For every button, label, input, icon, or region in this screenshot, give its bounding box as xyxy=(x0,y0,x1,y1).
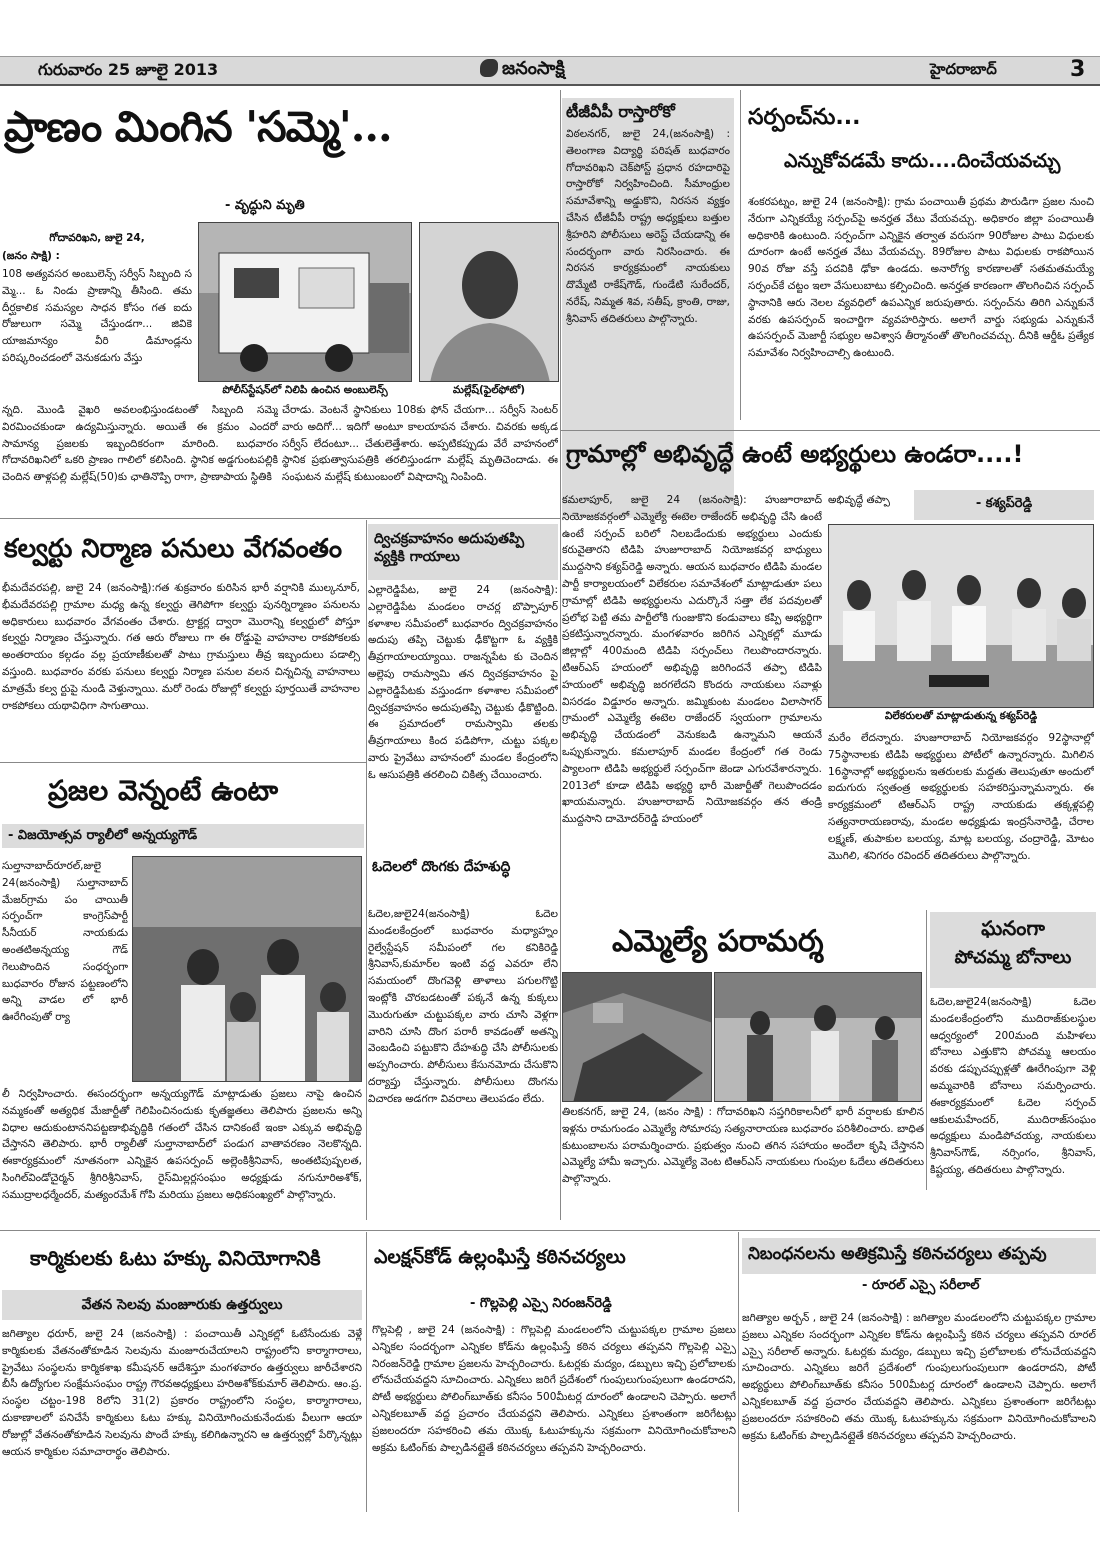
brand-name: జనంసాక్షి xyxy=(502,58,565,79)
section-rule xyxy=(0,762,366,763)
tgvp-headline: టీజీవీపీ రాస్తారోకో xyxy=(566,102,675,121)
brand-logo-icon xyxy=(480,59,498,77)
thief-body: ఓదెల,జులై24(జనంసాక్షి) ఓదెల మండలకేంద్రంలో బుధవారం మధ్యాహ్నం రైల్వేస్టేషన్ సమీపంలో గల కనికిరెడ్డి శ్రీనివాస్,కుమార్‌ల ఇంటి వద్ద ఎవరూ లేని సమయంలో దొంగవెళ్లి తాళాలు పగులగొట్టి ఇంట్లోకి చొరబడటంతో పక్కనే ఉన్న కుక్కలు మొరుగుతూ చుట్టుపక్కల వారు చూసి వెళ్లగా వారిని చూసి దొంగ పరారీ కావడంతో అతన్ని వెంబడించి పట్టుకొని దేహశుద్ధి చేసి పోలీసులకు అప్పగించారు. పోలీసులు కేసునమోదు చేసుకొని దర్యాప్తు చేస్తున్నారు. పోలీసులు దొంగను విచారణ అడగగా వివరాలు తెలుపడం లేదు. xyxy=(368,908,558,1105)
workers-headline-2: వేతన సెలవు మంజూరుకు ఉత్తర్వులు xyxy=(2,1290,362,1320)
lead-body-bottom-right: చేరాడు. వెంటనే స్థానికులు 108కు ఫోన్ చేయగా... సర్వీస్ సెంటర్ వారు అదిగో... ఇదిగో అంటూ కాలయాపన చేశారు. చివరకు అక్కడ సర్వీస్ లేదంటూ... చేతులెత్తేశారు. అప్పటికప్పుడు వేరే వాహనంలో స్థానిక ప్రభుత్వాసుపత్రికి తరలిస్తుండగా మల్లేష్ మృతిచెందాడు. ఈ సంఘటన మల్లేష్ కుటుంబంలో విషాదాన్ని నింపింది. xyxy=(282,404,558,484)
rural-si-body: జగిత్యాల అర్బన్ , జులై 24 (జనంసాక్షి) : జగిత్యాల మండలంలోని చుట్టుపక్కల గ్రామాల ప్రజలు ఎన్నికల సందర్భంగా ఎన్నికల కోడ్‌ను ఉల్లంఘిస్తే కఠిన చర్యలు తప్పవని రూరల్ ఎస్సై సరీలాల్ అన్నారు. ఓటర్లకు మద్యం, డబ్బులు ఇచ్చి ప్రలోబాలకు లోనుచేయవద్దని సూచించారు. ఎన్నికలు జరిగే ప్రదేశంలో గుంపులుగుంపులుగా ఉండరాదని, పోటీ అభ్యర్థులు పోలింగ్‌బూత్‌కు కనీసం 500మీటర్ల దూరంలో ఉండాలని చెప్పారు. అలాగే ఎన్నికలబూత్ వద్ద ప్రచారం చేయవద్దని తెలిపారు. ఎన్నికలు ప్రశాంతంగా జరిగేటట్లు ప్రజలందరూ సహకరించి తమ యొక్క ఓటుహక్కును సక్రమంగా వినియోగించుకోవాలని అక్రమ ఓటింగ్‌కు పాల్పడినట్లైతే కఠినచర్యలు తప్పవని హెచ్చరించారు. xyxy=(742,1312,1096,1442)
tgvp-body: విఠలనగర్, జులై 24,(జనంసాక్షి) : తెలంగాణ విద్యార్థి పరిషత్ బుధవారం గోదావరిఖని చెక్‌పోస్ట్ ప్రధాన రహదారిపై రాస్తారోకో నిర్వహించింది. సీమాంధ్రుల సమావేశాన్ని అడ్డుకొని, నిరసన వ్యక్తం చేసిన టీజీవీపీ రాష్ట్ర అధ్యక్షులు బత్తుల శ్రీహరిని పోలీసులు అరెస్ట్ చేయడాన్ని ఈ సందర్భంగా వారు నిరసించారు. ఈ నిరసన కార్యక్రమంలో నాయకులు దొమ్మేటి రాకేష్‌గౌడ్, గుండేటి సురేందర్, నరేష్, నిమ్మత శివ, సతీష్, క్రాంతి, రాజు, శ్రీనివాస్ తదితరులు పాల్గొన్నారు. xyxy=(566,128,730,325)
workers-body: జగిత్యాల ధరూర్, జులై 24 (జనంసాక్షి) : పంచాయితీ ఎన్నికల్లో ఓటేసేందుకు వెళ్లే కార్మికులకు వేతనంతోకూడిన సెలవును మంజూరుచేయాలని రాష్ట్రంలోని కార్మాగారాలు, ప్రైవేటు సంస్థలను కార్మికశాఖ కమీషనర్ ఆదేశిస్తూ మంగళవారం ఉత్తర్వులు జారీచేశారని బీసీ ఉద్యోగుల సంక్షేమసంఘం రాష్ట్ర గౌరవఅధ్యక్షులు హరిఅశోక్‌కుమార్ తెలిపారు. ఆం.ప్ర. సంస్థల చట్టం-198 8లోని 31(2) ప్రకారం రాష్ట్రంలోని సంస్థల, కార్మాగారాలు, దుకాణాలలో పనిచేసే కార్మికులు ఓటు హక్కు వినియోగించుకునేందుకు వీలుగా ఆయా రోజుల్లో వేతనంతోకూడిన సెలవును పొందే హక్కు కలిగిఉన్నారని ఆ ఉత్తర్వుల్లో పేర్కొన్నట్లు ఆయన కార్మికుల సమాచారార్థం తెలిపారు. xyxy=(2,1328,362,1458)
culvert-headline: కల్వర్టు నిర్మాణ పనులు వేగవంతం xyxy=(4,534,343,564)
villages-body-right: మరేం లేదన్నారు. హుజూరాబాద్ నియోజకవర్గం 92స్థానాల్లో 75స్థానాలకు టిడిపి అభ్యర్థులు పోటీలో ఉన్నారన్నారు. మిగిలిన 16స్థానాల్లో అభ్యర్థులను ఇతరులకు మద్దతు తెలుపుతూ అందులో ఐదుగురు స్వతంత్ర అభ్యర్థులకు సహకరిస్తున్నామన్నారు. ఈ కార్యక్రమంలో టిఆర్‌ఎస్ రాష్ట్ర నాయకుడు తక్కళ్లపల్లి సత్యనారాయణరావు, మండల అధ్యక్షుడు ఇంద్రసేనారెడ్డి, చేరాల లక్ష్మణ్, తుపాకుల బలయ్య, మాట్ల బలయ్య, చంద్రారెడ్డి, మోటం మొగిలి, శనిగరం రవిందర్ తదితరులు పాల్గొన్నారు. xyxy=(828,732,1094,862)
column-rule xyxy=(366,520,367,1220)
newspaper-brand xyxy=(480,58,565,83)
mla-body: తిలకనగర్, జులై 24, (జనం సాక్షి) : గోదావరిఖని సప్తగిరికాలనీలో భారీ వర్షాలకు కూలిన ఇళ్లను రామగుండం ఎమ్మెల్యే సోమారపు సత్యనారాయణ బుధవారం పరిశీలించారు. బాధిత కుటుంబాలను పరామర్శించారు. ప్రభుత్వం నుంచి తగిన సహాయం అందేలా కృషి చేస్తానని ఎమ్మెల్యే హామీ ఇచ్చారు. ఎమ్మెల్యే వెంట టిఆర్‌ఎస్ నాయకులు గుంపుల ఓదేలు తదితరులు పాల్గొన్నారు. xyxy=(562,1106,924,1186)
election-code-headline: ఎలక్షన్‌కోడ్ ఉల్లంఘిస్తే కఠినచర్యలు xyxy=(374,1246,626,1268)
column-rule xyxy=(560,90,561,1220)
column-rule xyxy=(738,1232,739,1512)
accident-body: ఎల్లారెడ్డిపేట, జులై 24 (జనంసాక్షి): ఎల్లారెడ్డిపేట మండలం రాచర్ల బొప్పాపూర్ కళాశాల సమీపంలో బుధవారం ద్విచక్రవాహనం అదుపు తప్పి చెట్టుకు ఢీకొట్టగా ఓ వ్యక్తికి తీవ్రగాయాలయ్యాయి. రాజన్నపేట కు చెందిన అల్లెపు రామస్వామి తన ద్విచక్రవాహనం పై ఎల్లారెడ్డిపేటకు వస్తుండగా కళాశాల సమీపంలో ద్విచక్రవాహనం అదుపుతప్పి చెట్టుకు ఢీకొట్టింది. ఈ ప్రమాదంలో రామస్వామి తలకు తీవ్రగాయాలు కింద పడిపోగా, చుట్టు పక్కల వారు ప్రైవేటు వాహనంలో మండల కేంద్రంలోని ఓ ఆసుపత్రికి తరలించి చికిత్స చేయించారు. xyxy=(368,584,558,781)
villages-byline: - కశ్యప్‌రెడ్డి xyxy=(914,490,1094,520)
page-number: 3 xyxy=(1070,57,1086,82)
issue-date: గురువారం 25 జూలై 2013 xyxy=(38,60,219,79)
lead-body-left: 108 అత్యవసర అంబులెన్స్ సర్వీస్ సిబ్బంది స మ్మె... ఓ నిండు ప్రాణాన్ని తీసింది. తమ దీర్ఘకాలిక సమస్యల సాధన కోసం గత ఐదు రోజులుగా సమ్మె చేస్తుండగా... జివికె యాజమాన్యం వీరి డిమాండ్లను పరిష్కరించడంలో వెనుకడుగు వేస్తు xyxy=(2,268,192,364)
mallesh-photo-caption: మల్లేష్(ఫైల్‌ఫోటో) xyxy=(452,384,526,396)
bonalu-headline-1: ఘనంగా xyxy=(981,916,1045,940)
villages-body-top-right: అభివృద్ధే తప్పా xyxy=(828,494,890,506)
sarpanch-headline-2: ఎన్నుకోవడమే కాదు....దించేయవచ్చు xyxy=(784,150,1061,172)
collapsed-house-photo xyxy=(562,972,712,1102)
section-rule xyxy=(560,430,1100,431)
ambulance-photo xyxy=(198,222,412,382)
election-code-byline: - గొల్లపెల్లి ఎస్సై నిరంజన్‌రెడ్డి xyxy=(470,1296,612,1311)
sarpanch-headline-1: సర్పంచ్‌ను... xyxy=(748,105,861,130)
mallesh-portrait-graphic xyxy=(420,223,559,382)
lead-body-bottom-left: న్నది. మొండి వైఖరి అవలంభిస్తుండటంతో సిబ్బంది సమ్మె విరమించకుండా ఉద్యమిస్తున్నారు. అయితే ఈ క్రమం ఎందరో సామాన్య ప్రజలకు ఇబ్బందికరంగా మారింది. బుధవారం గోదావరిఖనిలో ఒకరి ప్రాణం గాలిలో కలిసింది. స్థానిక అడ్డగుంటపల్లికి చెందిన తాళ్లపల్లి మల్లేష్(50)కు ఛాతినొప్పి రాగా, ప్రాణాపాయ స్థితికి xyxy=(2,404,278,484)
accident-headline: ద్విచక్రవాహనం అదుపుతప్పి వ్యక్తికి గాయాలు xyxy=(374,531,525,566)
bonalu-headline-box xyxy=(930,912,1096,988)
vijayotsava-body-top: సుల్తానాబాద్‌రూరల్,జులై 24(జనంసాక్షి) సుల్తానాబాద్ మేజర్‌గ్రామ పం చాయితీ సర్పంచ్‌గా కాంగ్రెస్‌పార్టీ సీనీయర్ నాయకుడు అంతటిఅన్నయ్య గౌడ్ గెలుపొందిన సంధర్భంగా బుధవారం రోజున పట్టణంలోని అన్ని వాడల లో భారీ ఊరేగింపుతో ర్యా xyxy=(2,860,128,1024)
vijayotsava-byline: - విజయోత్సవ ర్యాలీలో అన్నయ్యగౌడ్ xyxy=(2,824,364,848)
lead-byline: - వృద్ధుని మృతి xyxy=(225,198,305,213)
section-rule xyxy=(0,1230,1100,1231)
mallesh-portrait-photo xyxy=(419,222,559,382)
culvert-body: భీమదేవరపల్లి, జులై 24 (జనంసాక్షి):గత శుక్రవారం కురిసిన భారీ వర్షానికి ముల్కనూర్, భీమదేవరపల్లి గ్రామాల మధ్య ఉన్న కల్వర్టు తెగిపోగా కల్వర్టు పునర్నిర్మాణం పనులను అధికారులు బుధవారం వేగవంతం చేశారు. ట్రాక్టర్ల ద్వారా మొరాన్ని కల్వర్టులో పోస్తూ కల్వర్టు నిర్మాణం చేస్తున్నారు. గత ఆరు రోజులు గా ఈ రోడ్డుపై వాహనాల రాకపోకలకు అంతరాయం కల్గడం వల్ల ప్రయాణీకులతో పాటు గ్రామస్తులు తీవ్ర ఇబ్బందులు పడాల్సి వస్తుంది. బుధవారం వరకు పనులు కల్వర్టు నిర్మాణ పనుల వలన చిన్నచిన్న వాహనాలు మాత్రమే కల్వ ర్టుపై నుండి వెళ్తున్నాయి. మరో రెండు రోజుల్లో కల్వర్టు పూర్తయితే వాహనాల రాకపోకలు యథావిధిగా సాగుతాయి. xyxy=(2,582,360,712)
villages-headline: గ్రామాల్లో అభివృద్ధే ఉంటే అభ్యర్థులు ఉండరా....! xyxy=(566,440,1024,468)
column-rule xyxy=(926,910,927,1190)
rally-photo xyxy=(132,856,362,1082)
lead-dateline-2: (జనం సాక్షి) : xyxy=(2,250,60,262)
rural-si-byline: - రూరల్ ఎస్సై సరీలాల్ xyxy=(862,1278,980,1293)
vijayotsava-headline: ప్రజల వెన్నంటే ఉంటా xyxy=(48,774,279,807)
mla-visit-photo xyxy=(714,972,922,1102)
kashyap-press-graphic xyxy=(829,525,1094,708)
column-rule xyxy=(740,90,741,420)
bonalu-headline-2: పోచమ్మ బోనాలు xyxy=(954,947,1072,968)
accident-headline-box xyxy=(368,524,558,580)
collapsed-house-graphic xyxy=(563,973,712,1102)
section-rule xyxy=(0,518,560,519)
bonalu-body: ఓదెల,జులై24(జనంసాక్షి) ఓదెల మండలకేంద్రంలోని ముదిరాజ్‌కులస్థుల ఆధ్వర్యంలో 200మంది మహిళలు బోనాలు ఎత్తుకొని పోచమ్మ ఆలయం వరకు డప్పుచప్పుళ్లతో ఊరేగింపుగా వెళ్లి అమ్మవారికి బోనాలు సమర్పించారు. ఈకార్యక్రమంలో ఓదెల సర్పంచ్ ఆకులమహేందర్, ముదిరాజ్‌సంఘం అధ్యక్షులు మండిపోచయ్య, నాయకులు శ్రీనివాస్‌గౌడ్, నర్సింగం, శ్రీనివాస్, కిష్టయ్య, తదితరులు పాల్గొన్నారు. xyxy=(930,996,1096,1176)
kashyap-photo-caption: విలేకరులతో మాట్లాడుతున్న కశ్యప్‌రెడ్డి xyxy=(884,710,1038,722)
vijayotsava-body-bottom: లీ నిర్వహించారు. ఈసందర్భంగా అన్నయ్యగౌడ్ మాట్లాడుతు ప్రజలు నాపై ఉంచిన నమ్మకంతో అత్యధిక మేజార్టీతో గెలిపించినందుకు కృతజ్ఞతలు తెలిపారు ప్రజలను అన్ని విధాల ఆదుకుంటాననిపట్టణాభివృద్ధికి గతంలో చేసిన దానికంటే ఇంకా ఎక్కువ అభివృద్ధి చేస్తానని తెలిపారు. భారీ ర్యాలీతో సుల్తానాబాద్‌లో పండుగ వాతావరణం నెలకొన్నది. ఈకార్యక్రమంలో నూతనంగా ఎన్నికైన ఉపసర్పంచ్ అల్లెంకిశ్రీనివాస్, అంతటిపుష్పలత, సింగిల్‌విండోచైర్మన్ శ్రీగిరిశ్రీనివాస్, రైస్‌మిల్లర్లసంఘం అధ్యక్షుడు నగునూరిఅశోక్, సముద్రాలధర్మేందర్, మత్యంరమేశ్ గోపి మరియు ప్రజలు అధికసంఖ్యలో పాల్గొన్నారు. xyxy=(2,1088,362,1201)
mla-visit-graphic xyxy=(715,973,922,1102)
villages-body-left: కమలాపూర్, జులై 24 (జనంసాక్షి): హుజూరాబాద్ నియోజకవర్గంలో ఎమ్మెల్యే ఈటెల రాజేందర్ అభివృద్ధి చేసి ఉంటే ఉంటే సర్పంచ్ బరిలో నిలబడేందుకు అభ్యర్థులు ఎందుకు కరువైతారని టిడిపి హుజూరాబాద్ నియోజకవర్గ బాధ్యులు ముద్దసాని కశ్యప్‌రెడ్డి అన్నారు. ఆయన బుధవారం టిడిపి మండల పార్టీ కార్యాలయంలో విలేకరుల సమావేశంలో మాట్లాడుతూ పలు గ్రామాల్లో టిడిపి అభ్యర్థులను ఎదుర్కొనే సత్తా లేక పదవులతో ప్రలోభ పెట్టి తమ పార్టీలోకి గుంజుకొని కండువాలు కప్పి అభ్యర్థిగా ప్రకటిస్తున్నారన్నారు. మంగళవారం జరిగిన ఎన్నికల్లో మూడు జిల్లాల్లో 400మంది టిడిపి సర్పంచ్‌లు గెలుపొందారన్నారు. టిఆర్‌ఎస్ హయంలో అభివృద్ధి జరిగిందనే తప్పా టిడిపి హయంలో అభివృద్ధి జరగలేదని కొందరు నాయకులు సవాళ్లు విసరడం విడ్డూరం అన్నారు. జమ్మికుంట మండలం విలాసాగర్ గ్రామంలో ఎమ్మెల్యే ఈటెల రాజేందర్ స్వయంగా గ్రామాలను అభివృద్ధి చేయడంలో వెనుకబడి ఉన్నామని ఆయనే ఒప్పుకున్నారు. కమలాపూర్ మండల కేంద్రంలో గత రెండు ప్యాలంగా టిడిపి అభ్యర్థులే సర్పంచ్‌గా జెండా ఎగురవేశారన్నారు. 2013లో కూడా టిడిపి అభ్యర్థి భారీ మెజార్టీతో గెలుపొందడం ఖాయమన్నారు. హుజూరాబాద్ నియోజకవర్గం తన తండ్రి ముద్దసాని దామోదర్‌రెడ్డి హయంలో xyxy=(562,494,822,826)
lead-headline: ప్రాణం మింగిన 'సమ్మె'... xyxy=(4,104,392,151)
mla-headline: ఎమ్మెల్యే పరామర్శ xyxy=(612,924,824,959)
lead-dateline-1: గోదావరిఖని, జులై 24, xyxy=(49,232,145,244)
rally-photo-graphic xyxy=(133,857,362,1082)
rural-si-headline: నిబంధనలను అతిక్రమిస్తే కఠినచర్యలు తప్పవు xyxy=(742,1238,1096,1274)
masthead-bar xyxy=(0,56,1100,86)
election-code-body: గొల్లపెల్లి , జులై 24 (జనంసాక్షి) : గొల్లపెల్లి మండలంలోని చుట్టుపక్కల గ్రామాల ప్రజలు ఎన్నికల సందర్భంగా ఎన్నికల కోడ్‌ను ఉల్లంఘిస్తే కఠిన చర్యలు తప్పవని గొల్లపెల్లి ఎస్సై నిరంజన్‌రెడ్డి గ్రామాల ప్రజలను హెచ్చరించారు. ఓటర్లకు మద్యం, డబ్బులు ఇచ్చి ప్రలోబాలకు లోనుచేయవద్దని సూచించారు. ఎన్నికలు జరిగే ప్రదేశంలో గుంపులుగుంపులుగా ఉండరాదని, పోటీ అభ్యర్థులు పోలింగ్‌బూత్‌కు కనీసం 500మీటర్ల దూరంలో ఉండాలని చెప్పారు. అలాగే ఎన్నికలబూత్ వద్ద ప్రచారం చేయవద్దని తెలిపారు. ఎన్నికలు ప్రశాంతంగా జరిగేటట్లు ప్రజలందరూ సహకరించి తమ యొక్క ఓటుహక్కును సక్రమంగా వినియోగించుకోవాలని అక్రమ ఓటింగ్‌కు పాల్పడినట్లైతే కఠినచర్యలు తప్పవని హెచ్చరించారు. xyxy=(372,1324,736,1454)
thief-headline: ఓదెలలో దొంగకు దేహశుద్ధి xyxy=(372,859,511,875)
edition-city: హైదరాబాద్ xyxy=(930,60,997,78)
column-rule xyxy=(366,1232,367,1512)
kashyap-press-photo xyxy=(828,524,1094,708)
ambulance-photo-caption: పోలీస్‌స్టేషన్‌లో నిలిపి ఉంచిన అంబులెన్స్ xyxy=(222,384,388,396)
workers-headline-1: కార్మికులకు ఓటు హక్కు వినియోగానికి xyxy=(30,1246,321,1270)
sarpanch-body: శంకరపట్నం, జులై 24 (జనంసాక్షి): గ్రామ పంచాయితీ ప్రథమ పౌరుడిగా ప్రజల నుంచి నేరుగా ఎన్నికయ్యే సర్పంచ్‌పై అనర్హత వేటు వేయవచ్చు. అధికారం జిల్లా పంచాయితీ అధికారికి ఉంటుంది. సర్పంచ్‌గా ఎన్నికైన తర్వాత వరుసగా 90రోజుల పాటు విధులకు దూరంగా ఉంటే అనర్హత వేటు వేయవచ్చు. 89రోజుల పాటు విధులకు రాకపోయిన 90వ రోజు వస్తే పదవికి ఢోకా ఉండదు. అనారోగ్య కారణాలతో సతమతమయ్యే సర్పంచ్‌కే చట్టం ఇలా వేసులుబాటు కల్పించింది. అనర్హత కారణంగా తొలగించిన సర్పంచ్ స్థానానికి ఆరు నెలల వ్యవధిలో ఉపఎన్నిక జరుపుతారు. సర్పంచ్‌ను తిరిగి ఎన్నుకునే వరకు ఉపసర్పంచ్ ఇంచార్జిగా వ్యవహరిస్తారు. అలాగే వార్డు సభ్యుడు ఎన్నుకునే ఉపసర్పంచ్ మెజార్టీ సభ్యుల అవిశ్వాస తీర్మానంతో తొలగించవచ్చు. దీనికి ఆర్డీఓ ప్రత్యేక సమావేశం నిర్వహించాల్సి ఉంటుంది. xyxy=(748,196,1094,360)
ambulance-photo-graphic xyxy=(199,223,412,382)
